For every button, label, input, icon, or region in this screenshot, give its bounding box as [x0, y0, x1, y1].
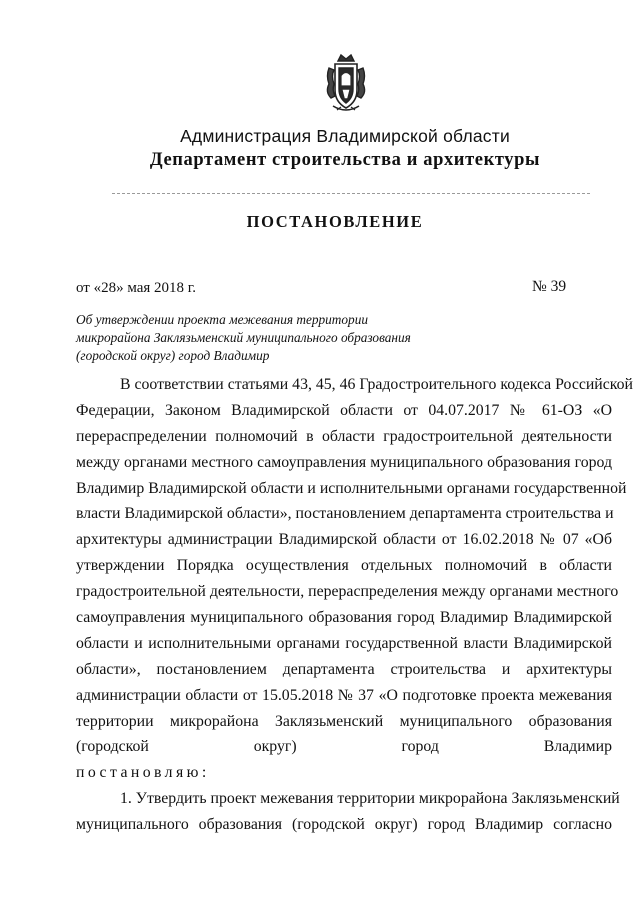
body-line: утверждении Порядка осуществления отдельных полномочий в области	[76, 557, 612, 575]
body-line: территории микрорайона Заклязьменский муниципального образования	[76, 712, 612, 730]
body-line: Федерации, Законом Владимирской области от 04.07.2017 № 61-ОЗ «О	[76, 401, 612, 419]
body-line: В соответствии статьями 43, 45, 46 Градостроительного кодекса Российской	[120, 376, 633, 393]
body-line: градостроительной деятельности, перераспределения между органами местного	[76, 583, 619, 601]
body-line-resolution: постановляю:	[76, 764, 210, 782]
body-line: области», постановлением департамента строительства и архитектуры	[76, 660, 612, 678]
body-line: (городской округ) город Владимир	[76, 738, 612, 756]
body-line: администрации области от 15.05.2018 № 37 «О подготовке проекта межевания	[76, 686, 612, 704]
document-type: ПОСТАНОВЛЕНИЕ	[246, 212, 424, 231]
subject-line: микрорайона Заклязьменский муниципального образования	[76, 330, 411, 345]
body-line: самоуправления муниципального образования город Владимир Владимирской	[76, 609, 612, 627]
body-line: власти Владимирской области», постановлением департамента строительства и	[76, 505, 614, 523]
document-body	[76, 372, 633, 838]
body-line: 1. Утвердить проект межевания территории микрорайона Заклязьменский	[120, 790, 620, 808]
subject-line: (городской округ) город Владимир	[76, 348, 270, 363]
subject-line: Об утверждении проекта межевания территории	[76, 312, 368, 327]
document-number: № 39	[532, 278, 567, 295]
document-subject	[76, 311, 436, 365]
body-line: между органами местного самоуправления муниципального образования город	[76, 453, 612, 471]
body-line: архитектуры администрации Владимирской области от 16.02.2018 № 07 «Об	[76, 531, 612, 549]
document-date: от «28» мая 2018 г.	[76, 280, 197, 296]
department-name: Департамент строительства и архитектуры	[149, 150, 541, 170]
body-line: Владимир Владимирской области и исполнительными органами государственной	[76, 479, 627, 497]
organization-name: Администрация Владимирской области	[180, 126, 510, 146]
header-divider	[112, 193, 590, 194]
body-line: муниципального образования (городской округ) город Владимир согласно	[76, 816, 612, 834]
coat-of-arms-icon	[323, 52, 369, 116]
body-line: области и исполнительными органами государственной власти Владимирской	[76, 634, 612, 652]
body-line: перераспределении полномочий в области градостроительной деятельности	[76, 427, 612, 445]
